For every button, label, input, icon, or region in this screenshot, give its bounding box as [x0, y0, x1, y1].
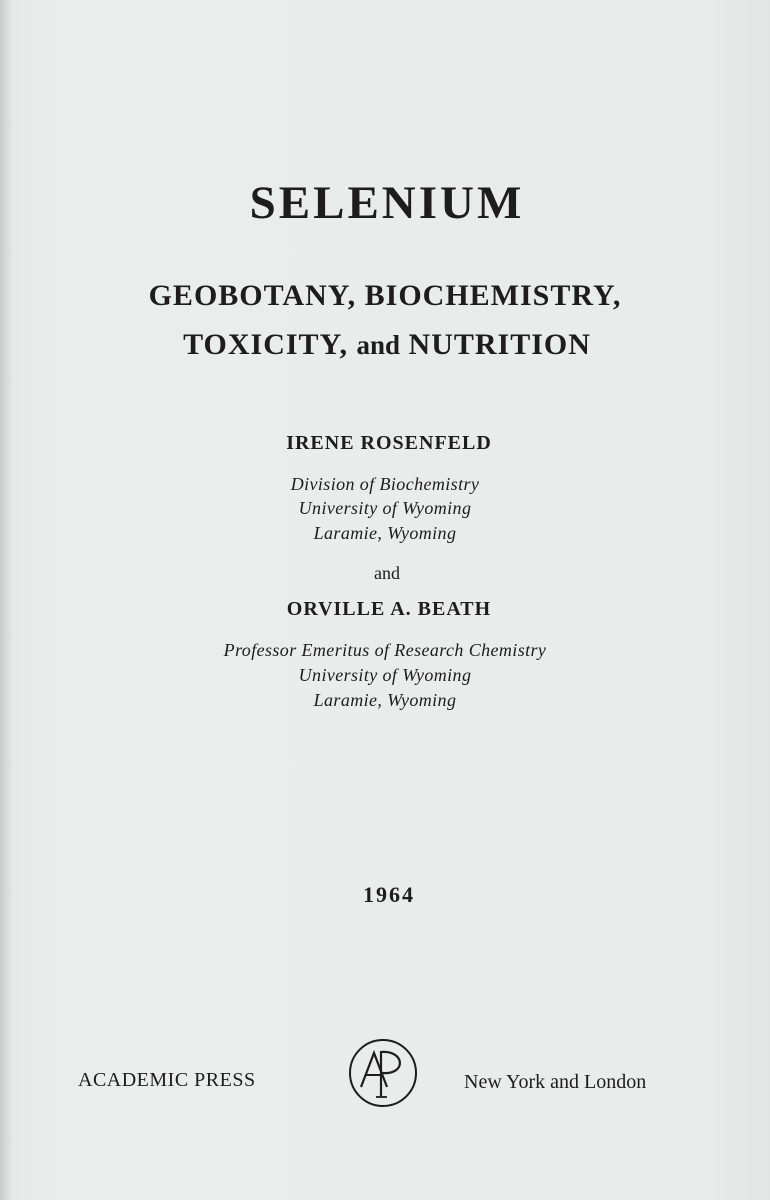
publisher-location: New York and London [464, 1071, 647, 1093]
author-name-2: ORVILLE A. BEATH [286, 598, 492, 620]
author-1-affiliation-line-2: University of Wyoming [298, 498, 472, 518]
subtitle-line-2 [2, 328, 770, 362]
subtitle-nutrition: NUTRITION [408, 328, 591, 361]
author-name-1: IRENE ROSENFELD [286, 432, 492, 454]
author-1-affiliation-line-1: Division of Biochemistry [290, 474, 480, 494]
subtitle-line-1: GEOBOTANY, BIOCHEMISTRY, [148, 279, 622, 312]
author-conjunction: and [374, 563, 400, 583]
publisher-name: ACADEMIC PRESS [78, 1069, 256, 1091]
subtitle-and: and [356, 330, 401, 360]
author-2-affiliation-line-1: Professor Emeritus of Research Chemistry [223, 640, 547, 660]
publication-year: 1964 [363, 882, 415, 907]
author-1-affiliation-line-3: Laramie, Wyoming [313, 523, 457, 543]
academic-press-logo-icon [347, 1037, 419, 1109]
author-2-affiliation-line-3: Laramie, Wyoming [313, 690, 457, 710]
subtitle-toxicity: TOXICITY, [183, 328, 348, 361]
book-title: SELENIUM [249, 177, 525, 229]
author-2-affiliation-line-2: University of Wyoming [298, 665, 472, 685]
